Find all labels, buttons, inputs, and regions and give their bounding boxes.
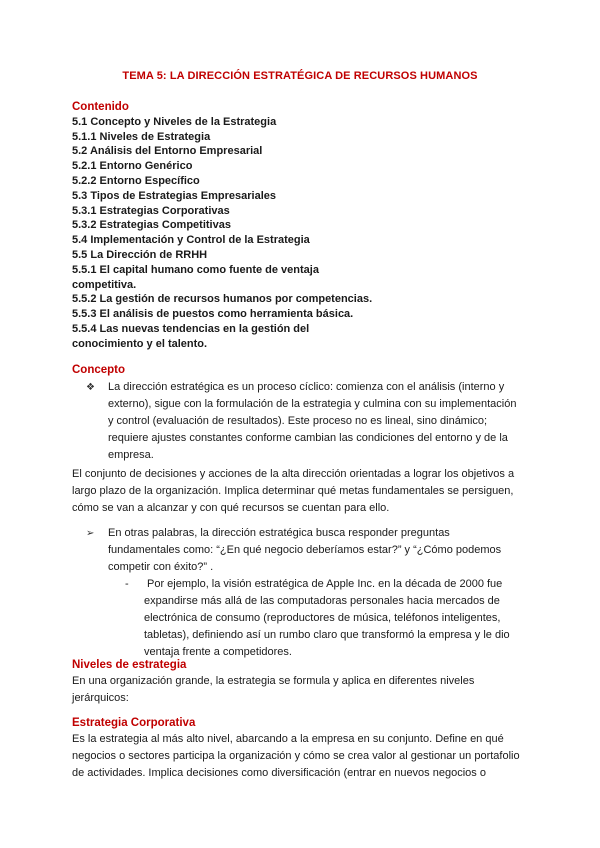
toc-item: 5.5.2 La gestión de recursos humanos por competencias. (72, 293, 373, 306)
corporate-strategy-section (72, 715, 532, 782)
arrow-bullet-icon: ➢ (86, 528, 95, 539)
levels-section (72, 657, 532, 707)
toc-item: 5.1 Concepto y Niveles de la Estrategia (72, 115, 277, 128)
contents-section (72, 100, 532, 352)
text-line: competir con éxito?” . (108, 561, 214, 573)
text-line: En otras palabras, la dirección estratégica busca responder preguntas (108, 527, 450, 539)
text-line: de actividades. Implica decisiones como diversificación (entrar en nuevos negocios o (72, 767, 486, 779)
text-line: Es la estrategia al más alto nivel, abarcando a la empresa en su conjunto. Define en qué (72, 733, 504, 745)
text-line: tabletas), definiendo así un rumbo claro que transformó la empresa y le dio (144, 629, 510, 641)
arrow-bullet-row (72, 525, 532, 576)
text-line: externo), sigue con la formulación de la estrategia y culmina con su implementación (108, 397, 517, 410)
concept-section (72, 363, 532, 464)
diamond-bullet-icon: ❖ (86, 381, 95, 393)
text-line: En una organización grande, la estrategia se formula y aplica en diferentes niveles (72, 675, 475, 687)
example-dash-item (72, 576, 532, 661)
toc-item: competitiva. (72, 278, 137, 291)
text-line: requiere ajustes constantes conforme cambian las condiciones del entorno y de la (108, 431, 508, 444)
text-line: negocios o sectores participa la organización y cómo se crea valor al gestionar un portafolio (72, 750, 520, 762)
toc-item: 5.2.1 Entorno Genérico (72, 160, 193, 173)
contents-heading: Contenido (72, 101, 129, 113)
toc-item: 5.3.2 Estrategias Competitivas (72, 219, 231, 232)
text-line: Por ejemplo, la visión estratégica de Apple Inc. en la década de 2000 fue (147, 578, 503, 590)
toc-item: 5.1.1 Niveles de Estrategia (72, 130, 211, 143)
toc-item: 5.4 Implementación y Control de la Estrategia (72, 234, 310, 247)
text-line: electrónica de consumo (reproductores de música, teléfonos inteligentes, (144, 612, 501, 624)
concept-bullet (72, 379, 532, 464)
corporate-strategy-heading: Estrategia Corporativa (72, 717, 196, 729)
toc-item: 5.2 Análisis del Entorno Empresarial (72, 145, 263, 158)
concept-paragraph (72, 466, 532, 517)
text-line: cómo se van a alcanzar y con qué recursos se cuentan para ello. (72, 502, 390, 514)
text-line: expandirse más allá de las computadoras personales hacia mercados de (144, 595, 500, 607)
text-line: largo plazo de la organización. Implica determinar qué metas fundamentales se persiguen, (72, 485, 514, 497)
concept-heading: Concepto (72, 364, 126, 376)
toc-item: 5.3 Tipos de Estrategias Empresariales (72, 189, 277, 202)
text-line: jerárquicos: (72, 692, 129, 704)
text-line: El conjunto de decisiones y acciones de la alta dirección orientadas a lograr los objetivos a (72, 468, 515, 480)
text-line: fundamentales como: “¿En qué negocio deberíamos estar?” y “¿Cómo podemos (108, 544, 502, 556)
document-title: TEMA 5: LA DIRECCIÓN ESTRATÉGICA DE RECURSOS HUMANOS (122, 70, 478, 82)
text-line: empresa. (108, 448, 154, 461)
text-line: ventaja frente a competidores. (144, 646, 292, 658)
text-line: y control (evaluación de resultados). Este proceso no es lineal, sino dinámico; (108, 414, 488, 427)
toc-item: 5.5.3 El análisis de puestos como herramienta básica. (72, 308, 354, 321)
dash-bullet-icon: - (125, 578, 129, 590)
toc-item: conocimiento y el talento. (72, 337, 208, 350)
questions-bullet (72, 525, 532, 661)
levels-heading: Niveles de estrategia (72, 659, 187, 671)
toc-item: 5.5.1 El capital humano como fuente de ventaja (72, 263, 319, 276)
toc-item: 5.2.2 Entorno Específico (72, 174, 200, 187)
toc-item: 5.5.4 Las nuevas tendencias en la gestión del (72, 322, 310, 335)
toc-item: 5.5 La Dirección de RRHH (72, 248, 208, 261)
text-line: La dirección estratégica es un proceso cíclico: comienza con el análisis (interno y (108, 380, 505, 393)
toc-item: 5.3.1 Estrategias Corporativas (72, 204, 230, 217)
